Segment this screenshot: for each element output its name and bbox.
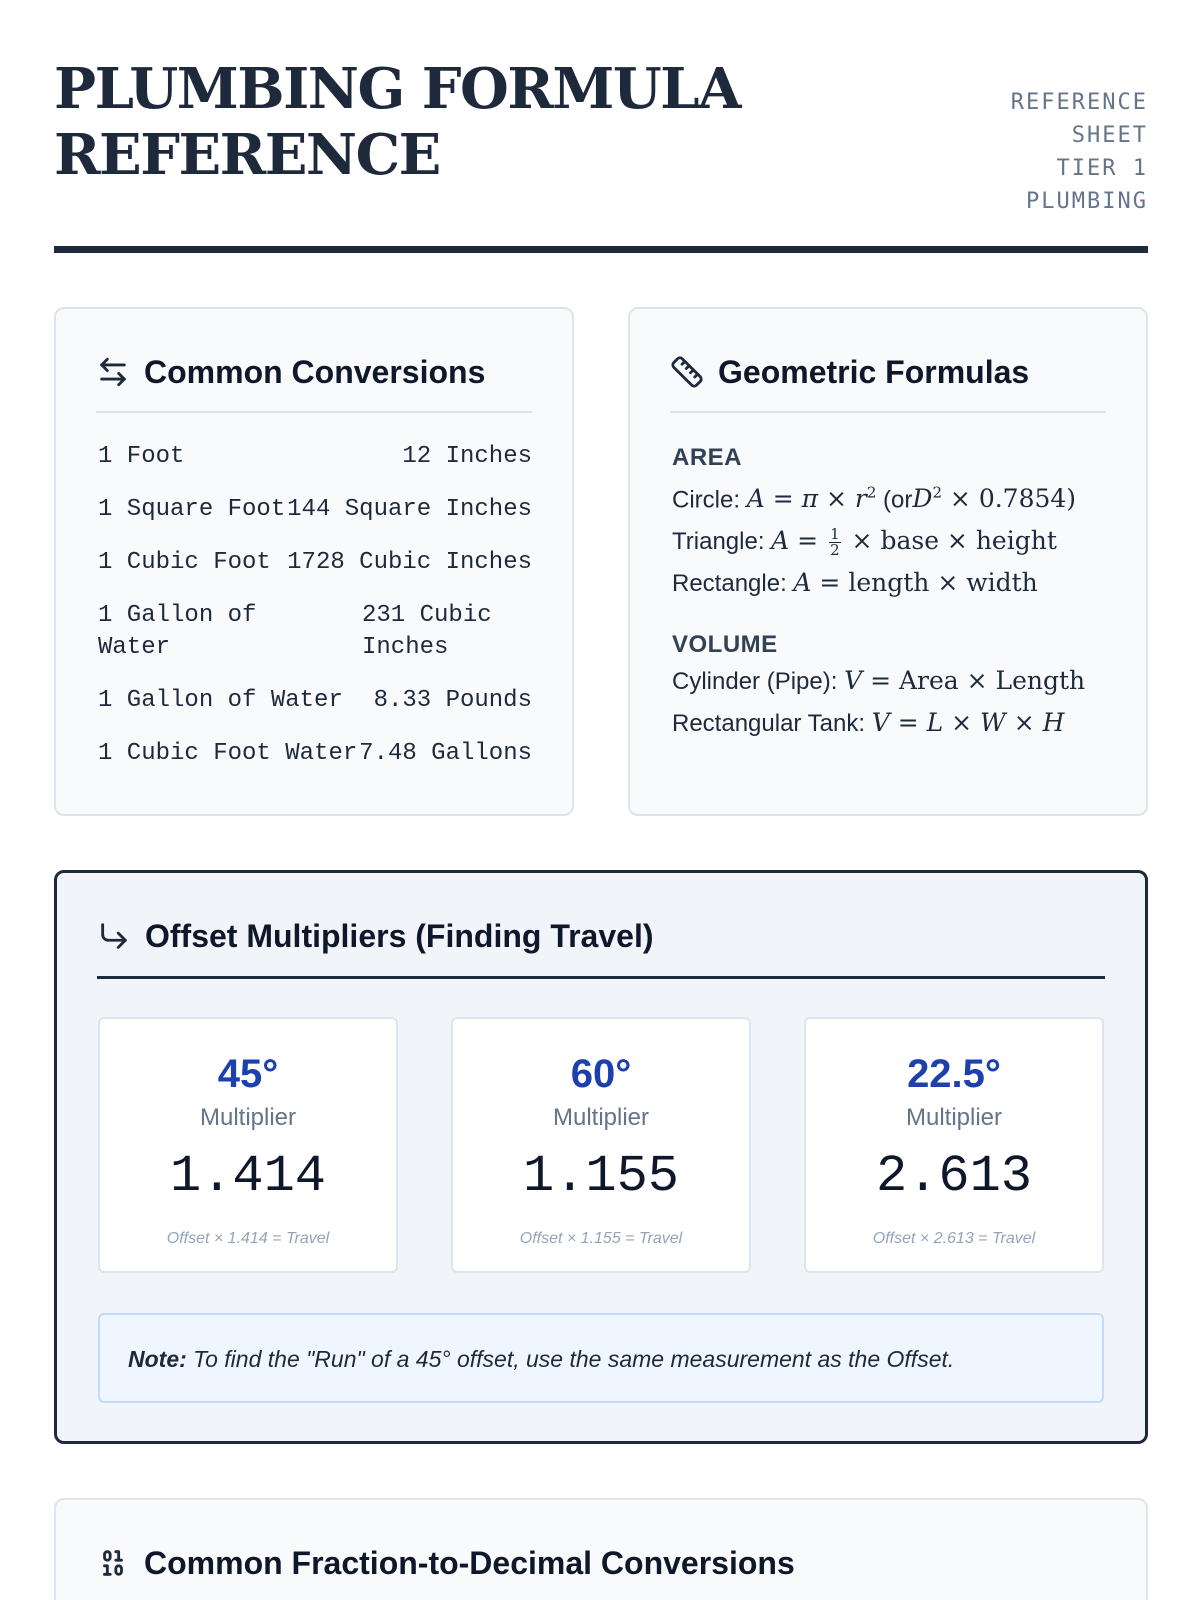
tank-formula (672, 702, 1112, 744)
fraction-decimal-card (54, 1498, 1148, 1600)
list-item (98, 600, 532, 664)
conversion-to: 12 Inches (402, 443, 532, 470)
math-expression: $D^2 \times 0.7854$) (912, 484, 1077, 514)
conversion-to: 7.48 Gallons (359, 740, 532, 767)
multiplier-value: 1.414 (169, 1147, 327, 1206)
conversion-to: 8.33 Pounds (373, 687, 532, 714)
note-text: To find the "Run" of a 45° offset, use the same measurement as the Offset. (193, 1346, 955, 1372)
math-expression: A = $\frac{1}{2}$ × base × height (771, 525, 1057, 560)
conversion-from: 1 Gallon of Water (98, 687, 343, 714)
list-item (98, 494, 532, 526)
math-expression: V = Area × Length (844, 666, 1086, 696)
sheet-meta (928, 86, 1148, 218)
offset-multipliers-card (54, 870, 1148, 1444)
page-title: PLUMBING FORMULA REFERENCE (54, 56, 741, 188)
card-title: Common Fraction-to-Decimal Conversions (144, 1545, 795, 1581)
math-expression: A = length × width (793, 568, 1038, 598)
circle-formula (672, 473, 1112, 520)
list-item (98, 685, 532, 717)
list-item (98, 441, 532, 473)
conversion-from: 1 Foot (98, 443, 185, 470)
volume-heading: VOLUME (672, 631, 778, 659)
list-item (98, 547, 532, 579)
conversions-card (54, 307, 574, 816)
triangle-formula (672, 520, 1112, 562)
geometric-formulas-card (628, 307, 1148, 816)
arrow-turn-down-right-icon (97, 919, 131, 953)
formula-label: Triangle: (672, 528, 765, 556)
conversion-from: 1 Cubic Foot (98, 549, 271, 576)
card-header (670, 353, 1106, 413)
arrows-left-right-icon (96, 355, 130, 389)
conversion-from: 1 Cubic Foot Water (98, 740, 358, 767)
card-header (96, 353, 532, 413)
card-header (96, 1544, 1106, 1600)
ruler-icon (670, 355, 704, 389)
math-expression: V = L × W × H (871, 708, 1065, 738)
page-header (54, 56, 1148, 256)
card-title: Common Conversions (144, 354, 486, 390)
note-label: Note: (128, 1346, 187, 1372)
formula-label: Cylinder (Pipe): (672, 668, 838, 696)
meta-line: TIER 1 (1056, 156, 1148, 181)
formula-label: Rectangle: (672, 570, 787, 598)
angle-degree: 45° (217, 1052, 279, 1096)
meta-line: REFERENCE (1010, 90, 1148, 115)
multiplier-value: 2.613 (875, 1147, 1033, 1206)
multiplier-label: Multiplier (199, 1104, 297, 1131)
card-title: Offset Multipliers (Finding Travel) (145, 918, 654, 954)
meta-line: PLUMBING (1026, 189, 1148, 214)
conversion-list (98, 441, 532, 791)
travel-formula: Offset × 1.414 = Travel (166, 1230, 330, 1247)
area-heading: AREA (672, 444, 743, 471)
conversion-from: 1 Gallon of Water (98, 602, 271, 661)
offset-note (98, 1313, 1104, 1403)
header-divider (54, 246, 1148, 253)
formula-list (672, 443, 1112, 744)
angle-degree: 60° (570, 1052, 632, 1096)
travel-formula: Offset × 1.155 = Travel (519, 1230, 683, 1247)
list-item (98, 738, 532, 770)
conversion-to: 231 Cubic Inches (362, 602, 507, 661)
card-header (97, 917, 1105, 979)
cylinder-formula (672, 660, 1112, 702)
formula-label: (or (883, 486, 913, 514)
conversion-to: 144 Square Inches (287, 496, 532, 523)
card-title: Geometric Formulas (718, 354, 1030, 390)
binary-digits-icon (96, 1546, 130, 1580)
formula-label: Rectangular Tank: (672, 710, 866, 738)
meta-line: SHEET (1071, 123, 1148, 148)
multiplier-45 (98, 1017, 398, 1273)
multiplier-22-5 (804, 1017, 1104, 1273)
multiplier-value: 1.155 (522, 1147, 680, 1206)
multiplier-label: Multiplier (552, 1104, 650, 1131)
travel-formula: Offset × 2.613 = Travel (872, 1230, 1036, 1247)
formula-label: Circle: (672, 486, 741, 514)
angle-degree: 22.5° (907, 1052, 1001, 1096)
multiplier-label: Multiplier (905, 1104, 1003, 1131)
conversion-from: 1 Square Foot (98, 496, 286, 523)
rectangle-formula (672, 562, 1112, 604)
multiplier-60 (451, 1017, 751, 1273)
conversion-to: 1728 Cubic Inches (287, 549, 532, 576)
math-expression: $A = \pi \times r^2$ (746, 484, 877, 514)
